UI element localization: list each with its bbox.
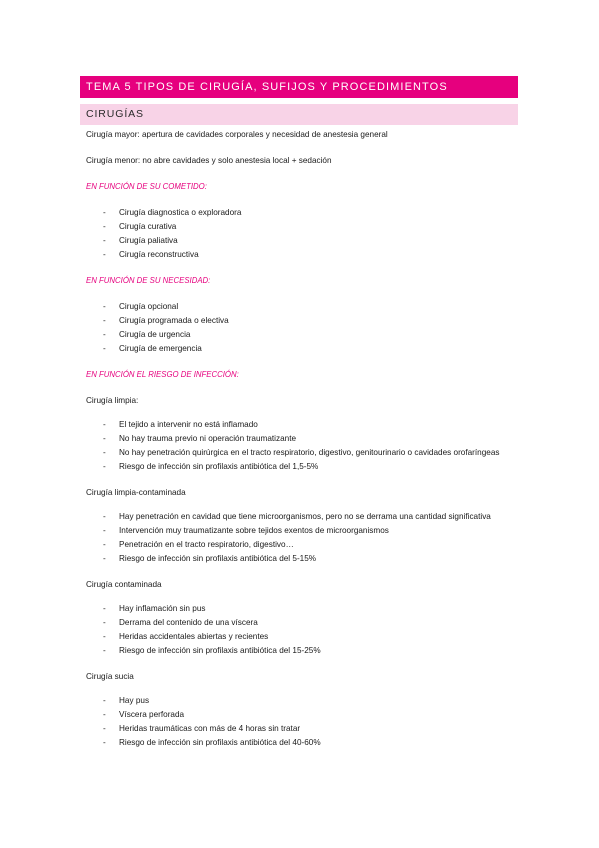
list-item: - Cirugía programada o electiva [86, 314, 518, 328]
necesidad-list [86, 300, 518, 356]
limpia-list [86, 418, 518, 474]
list-item: - Riesgo de infección sin profilaxis antibiótica del 5-15% [86, 552, 518, 566]
contaminada-list [86, 602, 518, 658]
limpia-contaminada-list [86, 510, 518, 566]
sucia-list [86, 694, 518, 750]
limpia-contaminada-heading: Cirugía limpia-contaminada [86, 488, 186, 497]
list-item: - Cirugía de emergencia [86, 342, 518, 356]
list-item: - Hay pus [86, 694, 518, 708]
list-item: - No hay penetración quirúrgica en el tracto respiratorio, digestivo, genitourinario o cavidades orofaríngeas [86, 446, 518, 460]
list-item: - Riesgo de infección sin profilaxis antibiótica del 15-25% [86, 644, 518, 658]
list-item: - Heridas accidentales abiertas y recientes [86, 630, 518, 644]
page-title: TEMA 5 TIPOS DE CIRUGÍA, SUFIJOS Y PROCEDIMIENTOS [80, 76, 518, 98]
cometido-heading: EN FUNCIÓN DE SU COMETIDO: [86, 182, 207, 191]
list-item: - Cirugía curativa [86, 220, 518, 234]
list-item: - No hay trauma previo ni operación traumatizante [86, 432, 518, 446]
section-heading: CIRUGÍAS [80, 104, 518, 125]
cometido-list [86, 206, 518, 262]
list-item: - Hay inflamación sin pus [86, 602, 518, 616]
list-item: - Derrama del contenido de una víscera [86, 616, 518, 630]
list-item: - Intervención muy traumatizante sobre tejidos exentos de microorganismos [86, 524, 518, 538]
list-item: - Cirugía reconstructiva [86, 248, 518, 262]
contaminada-heading: Cirugía contaminada [86, 580, 162, 589]
list-item: - Cirugía de urgencia [86, 328, 518, 342]
list-item: - Cirugía diagnostica o exploradora [86, 206, 518, 220]
list-item: - Víscera perforada [86, 708, 518, 722]
infeccion-heading: EN FUNCIÓN EL RIESGO DE INFECCIÓN: [86, 370, 239, 379]
limpia-heading: Cirugía limpia: [86, 396, 139, 405]
list-item: - Cirugía opcional [86, 300, 518, 314]
list-item: - Heridas traumáticas con más de 4 horas sin tratar [86, 722, 518, 736]
list-item: - Riesgo de infección sin profilaxis antibiótica del 1,5-5% [86, 460, 518, 474]
list-item: - Cirugía paliativa [86, 234, 518, 248]
necesidad-heading: EN FUNCIÓN DE SU NECESIDAD: [86, 276, 211, 285]
intro-mayor: Cirugía mayor: apertura de cavidades corporales y necesidad de anestesia general [86, 130, 388, 139]
sucia-heading: Cirugía sucia [86, 672, 134, 681]
intro-menor: Cirugía menor: no abre cavidades y solo anestesia local + sedación [86, 156, 332, 165]
list-item: - El tejido a intervenir no está inflamado [86, 418, 518, 432]
list-item: - Hay penetración en cavidad que tiene microorganismos, pero no se derrama una cantidad significativa [86, 510, 518, 524]
list-item: - Riesgo de infección sin profilaxis antibiótica del 40-60% [86, 736, 518, 750]
list-item: - Penetración en el tracto respiratorio, digestivo… [86, 538, 518, 552]
document-body [86, 128, 518, 750]
